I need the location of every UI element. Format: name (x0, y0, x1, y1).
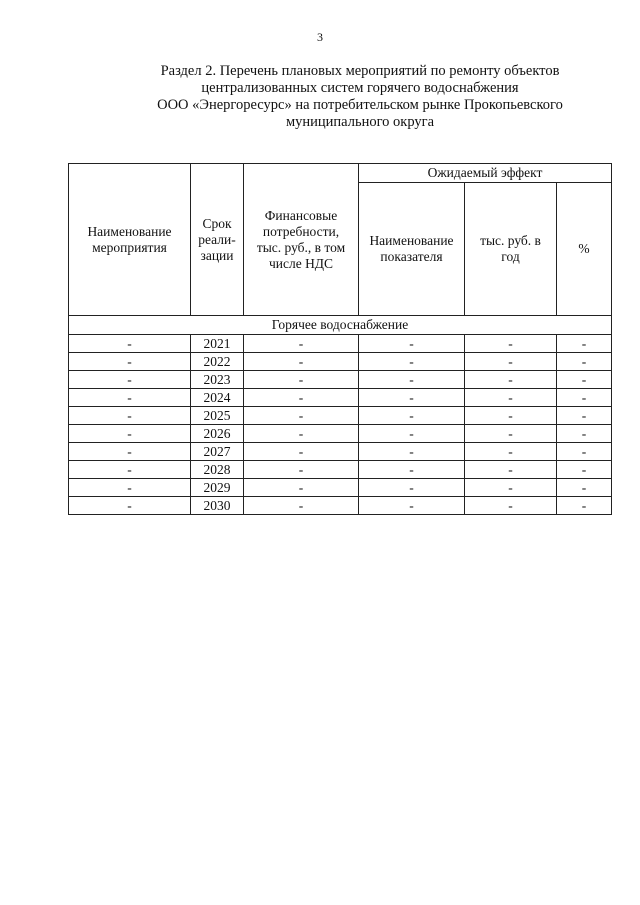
cell-finance: - (244, 461, 359, 479)
header-finance-line: Финансовые (264, 207, 338, 223)
cell-indicator: - (359, 425, 465, 443)
table-row (69, 497, 612, 515)
header-term (191, 164, 244, 316)
header-finance-line: числе НДС (268, 255, 334, 271)
header-indicator-line: показателя (380, 249, 443, 264)
cell-rub: - (465, 497, 557, 515)
cell-finance: - (244, 407, 359, 425)
table-row (69, 407, 612, 425)
title-line: Раздел 2. Перечень плановых мероприятий по ремонту объектов (160, 63, 560, 79)
header-term-line: реали- (198, 231, 236, 247)
table-row (69, 461, 612, 479)
section-row (69, 316, 612, 335)
cell-rub: - (465, 461, 557, 479)
cell-year: 2026 (191, 425, 244, 443)
cell-percent: - (557, 407, 612, 425)
cell-event-name: - (69, 497, 191, 515)
header-finance-line: потребности, (262, 223, 340, 239)
header-term-line: зации (200, 247, 234, 263)
cell-event-name: - (69, 425, 191, 443)
header-percent: % (557, 183, 612, 316)
header-finance (244, 164, 359, 316)
cell-rub: - (465, 389, 557, 407)
cell-indicator: - (359, 407, 465, 425)
cell-event-name: - (69, 353, 191, 371)
header-rub-line: тыс. руб. в (480, 233, 541, 248)
cell-percent: - (557, 389, 612, 407)
cell-percent: - (557, 371, 612, 389)
table-header-row (69, 164, 612, 183)
cell-finance: - (244, 353, 359, 371)
cell-rub: - (465, 407, 557, 425)
cell-year: 2028 (191, 461, 244, 479)
table-row (69, 479, 612, 497)
table-row (69, 425, 612, 443)
header-term-line: Срок (202, 215, 232, 231)
cell-event-name: - (69, 461, 191, 479)
cell-year: 2027 (191, 443, 244, 461)
cell-percent: - (557, 353, 612, 371)
cell-rub: - (465, 479, 557, 497)
cell-year: 2030 (191, 497, 244, 515)
header-finance-line: тыс. руб., в том (256, 239, 346, 255)
title-line: ООО «Энергоресурс» на потребительском рынке Прокопьевского (157, 97, 563, 113)
cell-percent: - (557, 425, 612, 443)
cell-event-name: - (69, 407, 191, 425)
cell-rub: - (465, 443, 557, 461)
cell-finance: - (244, 497, 359, 515)
cell-percent: - (557, 479, 612, 497)
header-indicator-line: Наименование (369, 233, 454, 248)
cell-event-name: - (69, 389, 191, 407)
cell-percent: - (557, 443, 612, 461)
table-row (69, 335, 612, 353)
cell-indicator: - (359, 497, 465, 515)
cell-finance: - (244, 371, 359, 389)
cell-finance: - (244, 389, 359, 407)
cell-percent: - (557, 461, 612, 479)
cell-indicator: - (359, 335, 465, 353)
cell-event-name: - (69, 479, 191, 497)
header-rub-per-year (465, 183, 557, 316)
cell-indicator: - (359, 443, 465, 461)
cell-rub: - (465, 353, 557, 371)
section-title (130, 63, 590, 131)
table-row (69, 353, 612, 371)
plan-table (68, 163, 612, 515)
section-label: Горячее водоснабжение (69, 316, 612, 335)
header-indicator (359, 183, 465, 316)
cell-indicator: - (359, 461, 465, 479)
table-row (69, 443, 612, 461)
cell-indicator: - (359, 479, 465, 497)
cell-event-name: - (69, 443, 191, 461)
cell-indicator: - (359, 371, 465, 389)
cell-indicator: - (359, 389, 465, 407)
header-expected-effect: Ожидаемый эффект (359, 164, 612, 183)
cell-finance: - (244, 443, 359, 461)
title-line: централизованных систем горячего водоснабжения (201, 80, 519, 96)
cell-event-name: - (69, 371, 191, 389)
page-number: 3 (317, 30, 323, 44)
cell-year: 2023 (191, 371, 244, 389)
cell-finance: - (244, 479, 359, 497)
cell-rub: - (465, 371, 557, 389)
table-row (69, 371, 612, 389)
cell-year: 2021 (191, 335, 244, 353)
cell-rub: - (465, 335, 557, 353)
title-line: муниципального округа (285, 114, 435, 130)
cell-year: 2024 (191, 389, 244, 407)
header-event-name: Наименование мероприятия (69, 164, 191, 316)
cell-rub: - (465, 425, 557, 443)
cell-finance: - (244, 335, 359, 353)
cell-year: 2022 (191, 353, 244, 371)
cell-percent: - (557, 335, 612, 353)
cell-percent: - (557, 497, 612, 515)
cell-year: 2025 (191, 407, 244, 425)
cell-year: 2029 (191, 479, 244, 497)
cell-event-name: - (69, 335, 191, 353)
header-rub-line: год (501, 249, 520, 264)
table-row (69, 389, 612, 407)
cell-indicator: - (359, 353, 465, 371)
cell-finance: - (244, 425, 359, 443)
